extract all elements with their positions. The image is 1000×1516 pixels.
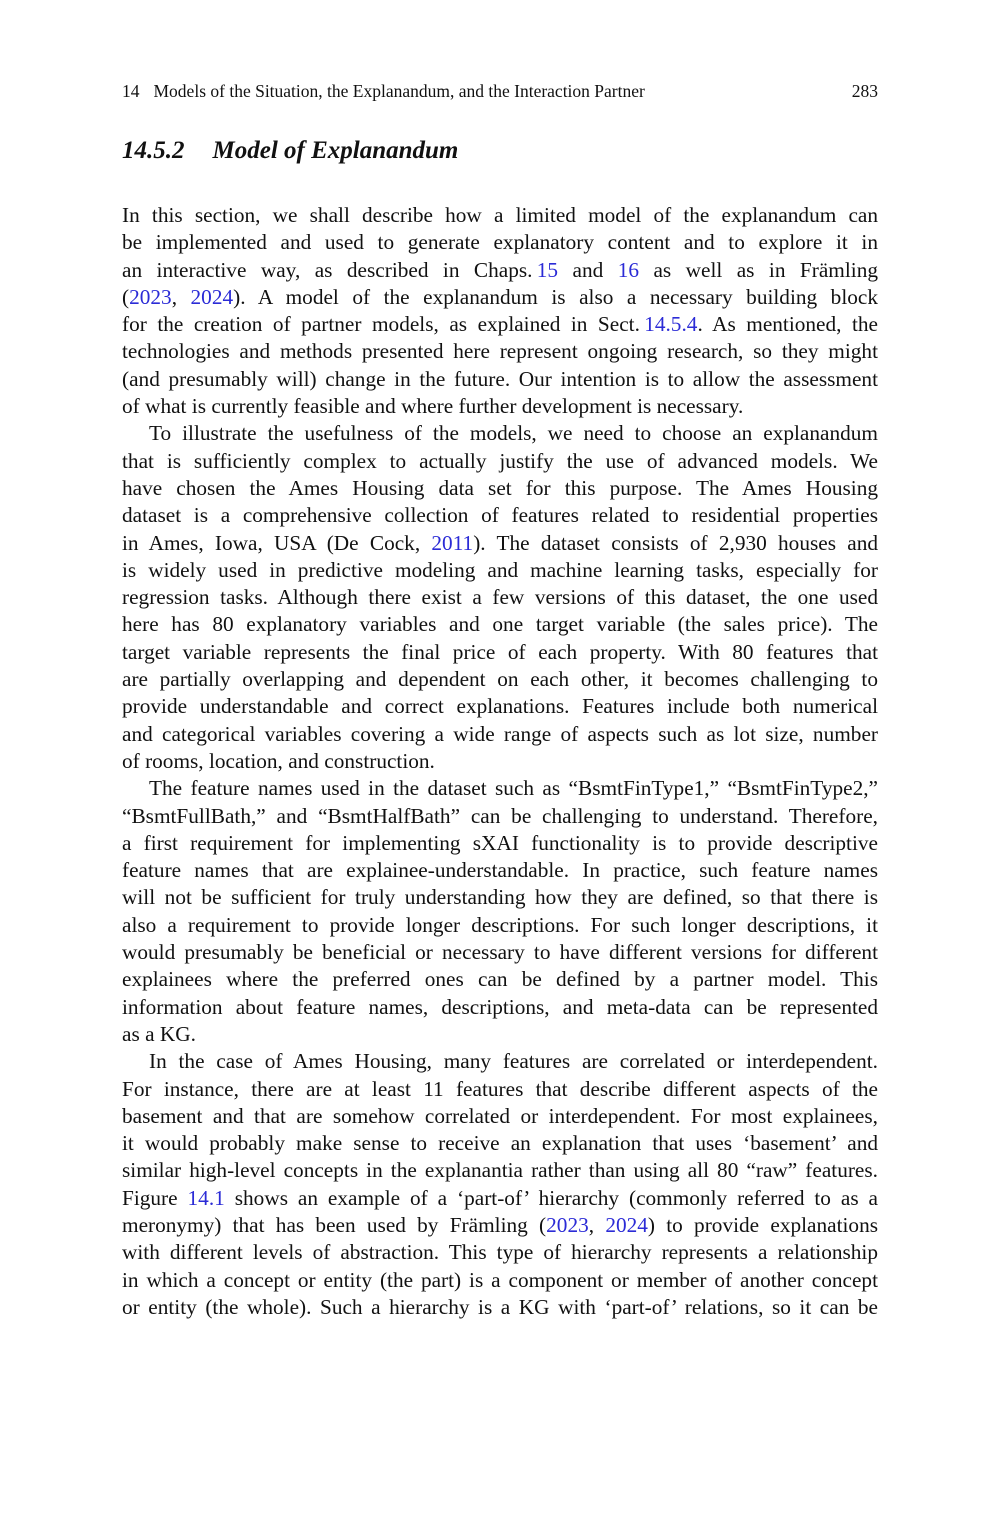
- reference-link[interactable]: 2024: [605, 1212, 648, 1237]
- text-line: [122, 857, 878, 884]
- text-segment: basement and that are somehow correlated or interdependent. For most explainees,: [122, 1103, 878, 1128]
- text-line: [122, 1103, 878, 1130]
- text-segment: dataset is a comprehensive collection of features related to residential properties: [122, 503, 878, 528]
- text-segment: as a KG.: [122, 1021, 196, 1046]
- text-segment: Figure: [122, 1185, 188, 1210]
- text-line: [122, 584, 878, 611]
- text-segment: in which a concept or entity (the part) is a component or member of another concept: [122, 1267, 878, 1292]
- text-line: [122, 338, 878, 365]
- text-segment: here has 80 explanatory variables and one target variable (the sales price). The: [122, 612, 878, 637]
- text-segment: and: [558, 257, 618, 282]
- text-line: [122, 994, 878, 1021]
- text-segment: technologies and methods presented here represent ongoing research, so they might: [122, 339, 878, 364]
- section-heading: [122, 135, 458, 167]
- text-line: [122, 611, 878, 638]
- paragraph: [122, 1048, 878, 1321]
- text-segment: information about feature names, descriptions, and meta-data can be represented: [122, 994, 878, 1019]
- text-segment: meronymy) that has been used by Främling (: [122, 1212, 547, 1237]
- text-line: [122, 803, 878, 830]
- text-line: [122, 1130, 878, 1157]
- chapter-number: 14: [122, 81, 140, 101]
- reference-link[interactable]: 2023: [546, 1212, 589, 1237]
- text-segment: in Ames, Iowa, USA (De Cock,: [122, 530, 432, 555]
- reference-link[interactable]: 2023: [129, 284, 172, 309]
- text-segment: In the case of Ames Housing, many features are correlated or interdependent.: [149, 1049, 878, 1074]
- text-segment: as well as in Främling: [639, 257, 878, 282]
- text-line: [122, 1294, 878, 1321]
- text-segment: . As mentioned, the: [697, 312, 878, 337]
- text-line: [122, 202, 878, 229]
- text-line: [122, 502, 878, 529]
- text-segment: is widely used in predictive modeling and machine learning tasks, especially for: [122, 557, 878, 582]
- text-line: [122, 284, 878, 311]
- text-line: [122, 1212, 878, 1239]
- text-segment: that is sufficiently complex to actually justify the use of advanced models. We: [122, 448, 878, 473]
- text-segment: ) to provide explanations: [647, 1212, 878, 1237]
- text-line: [122, 748, 878, 775]
- text-line: [122, 257, 878, 284]
- text-segment: shows an example of a ‘part-of’ hierarchy (commonly referred to as a: [224, 1185, 878, 1210]
- text-line: [122, 475, 878, 502]
- text-segment: regression tasks. Although there exist a few versions of this dataset, the one used: [122, 585, 878, 610]
- text-segment: an interactive way, as described in Chaps.: [122, 257, 537, 282]
- text-segment: similar high-level concepts in the explanantia rather than using all 80 “raw” features.: [122, 1158, 878, 1183]
- text-segment: provide understandable and correct explanations. Features include both numerical: [122, 694, 878, 719]
- text-line: [122, 1185, 878, 1212]
- text-line: [122, 530, 878, 557]
- text-segment: are partially overlapping and dependent on each other, it becomes challenging to: [122, 667, 878, 692]
- text-segment: would presumably be beneficial or necessary to have different versions for different: [122, 940, 878, 965]
- text-line: [122, 830, 878, 857]
- section-number: 14.5.2: [122, 137, 185, 164]
- paragraph: [122, 775, 878, 1048]
- text-line: [122, 1239, 878, 1266]
- text-segment: or entity (the whole). Such a hierarchy is a KG with ‘part-of’ relations, so it can be: [122, 1294, 878, 1319]
- paragraph: [122, 202, 878, 420]
- text-segment: of what is currently feasible and where further development is necessary.: [122, 394, 744, 419]
- reference-link[interactable]: 2011: [431, 530, 474, 555]
- text-line: [122, 884, 878, 911]
- text-segment: also a requirement to provide longer descriptions. For such longer descriptions, it: [122, 912, 878, 937]
- running-head: [122, 79, 878, 103]
- running-head-chapter: [122, 79, 645, 103]
- text-line: [122, 912, 878, 939]
- text-line: [122, 420, 878, 447]
- text-segment: ). A model of the explanandum is also a necessary building block: [233, 284, 878, 309]
- text-segment: The feature names used in the dataset such as “BsmtFinType1,” “BsmtFinType2,”: [149, 776, 878, 801]
- text-line: [122, 775, 878, 802]
- chapter-title: Models of the Situation, the Explanandum, and the Interaction Partner: [153, 81, 645, 101]
- reference-link[interactable]: 16: [617, 257, 639, 282]
- text-segment: have chosen the Ames Housing data set for this purpose. The Ames Housing: [122, 475, 878, 500]
- text-segment: target variable represents the final price of each property. With 80 features that: [122, 639, 878, 664]
- text-line: [122, 1157, 878, 1184]
- body-text: [122, 202, 878, 1321]
- text-segment: (and presumably will) change in the future. Our intention is to allow the assessment: [122, 366, 878, 391]
- text-segment: ,: [171, 284, 191, 309]
- text-line: [122, 311, 878, 338]
- text-line: [122, 1267, 878, 1294]
- text-line: [122, 1021, 878, 1048]
- text-line: [122, 693, 878, 720]
- text-line: [122, 393, 878, 420]
- reference-link[interactable]: 15: [536, 257, 559, 282]
- text-segment: “BsmtFullBath,” and “BsmtHalfBath” can be challenging to understand. Therefore,: [122, 803, 878, 828]
- text-line: [122, 666, 878, 693]
- text-segment: explainees where the preferred ones can be defined by a partner model. This: [122, 967, 878, 992]
- text-segment: of rooms, location, and construction.: [122, 748, 435, 773]
- text-segment: To illustrate the usefulness of the models, we need to choose an explanandum: [149, 421, 878, 446]
- text-line: [122, 721, 878, 748]
- text-segment: In this section, we shall describe how a limited model of the explanandum can: [122, 203, 878, 227]
- text-line: [122, 557, 878, 584]
- text-segment: it would probably make sense to receive an explanation that uses ‘basement’ and: [122, 1131, 878, 1156]
- text-segment: (: [122, 284, 130, 309]
- text-segment: ,: [588, 1212, 606, 1237]
- text-line: [122, 448, 878, 475]
- text-line: [122, 366, 878, 393]
- text-segment: feature names that are explainee-understandable. In practice, such feature names: [122, 858, 878, 883]
- text-segment: for the creation of partner models, as explained in Sect.: [122, 312, 645, 337]
- text-segment: For instance, there are at least 11 features that describe different aspects of the: [122, 1076, 878, 1101]
- text-segment: with different levels of abstraction. This type of hierarchy represents a relationship: [122, 1240, 878, 1265]
- paragraph: [122, 420, 878, 775]
- text-segment: ). The dataset consists of 2,930 houses and: [473, 530, 878, 555]
- reference-link[interactable]: 14.5.4: [644, 312, 698, 337]
- text-line: [122, 639, 878, 666]
- text-segment: and categorical variables covering a wide range of aspects such as lot size, number: [122, 721, 878, 746]
- text-line: [122, 1076, 878, 1103]
- text-segment: be implemented and used to generate explanatory content and to explore it in: [122, 230, 878, 255]
- reference-link[interactable]: 14.1: [187, 1185, 225, 1210]
- text-segment: a first requirement for implementing sXAI functionality is to provide descriptive: [122, 830, 878, 855]
- text-line: [122, 1048, 878, 1075]
- text-line: [122, 229, 878, 256]
- text-line: [122, 966, 878, 993]
- text-segment: will not be sufficient for truly understanding how they are defined, so that there is: [122, 885, 878, 910]
- reference-link[interactable]: 2024: [190, 284, 234, 309]
- page-number: 283: [851, 81, 878, 101]
- section-title: Model of Explanandum: [212, 137, 459, 164]
- text-line: [122, 939, 878, 966]
